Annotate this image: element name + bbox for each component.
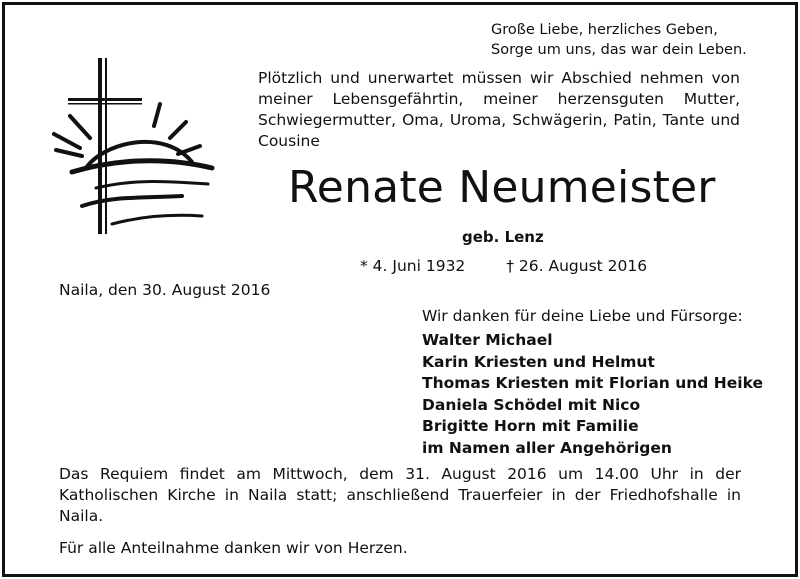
deceased-name: Renate Neumeister (288, 162, 716, 213)
cross-sunset-icon (52, 56, 217, 236)
mourner-item: im Namen aller Angehörigen (422, 438, 672, 457)
motto-line: Sorge um uns, das war dein Leben. (491, 42, 747, 58)
place-and-date: Naila, den 30. August 2016 (59, 281, 271, 299)
motto-verse (491, 20, 791, 60)
requiem-info: Das Requiem findet am Mittwoch, dem 31. August 2016 um 14.00 Uhr in der Katholischen Kirche in Naila statt; anschließend Trauerfeier in der Friedhofshalle in Naila. (59, 465, 741, 525)
life-dates (360, 256, 647, 277)
motto-line: Große Liebe, herzliches Geben, (491, 22, 718, 38)
mourner-item: Walter Michael (422, 331, 553, 349)
intro-paragraph: Plötzlich und unerwartet müssen wir Abschied nehmen von meiner Lebensgefährtin, meiner herzensguten Mutter, Schwiegermutter, Oma, Uroma, Schwägerin, Patin, Tante und Cousine (258, 69, 740, 150)
mourner-item: Daniela Schödel mit Nico (422, 395, 641, 414)
mourner-item: Thomas Kriesten mit Florian und Heike (422, 374, 763, 392)
maiden-name: geb. Lenz (462, 228, 544, 246)
birth-date: * 4. Juni 1932 (360, 257, 466, 275)
death-date: † 26. August 2016 (506, 257, 648, 275)
mourner-item: Karin Kriesten und Helmut (422, 352, 655, 371)
thanks-line: Wir danken für deine Liebe und Fürsorge: (422, 307, 743, 325)
closing-line: Für alle Anteilnahme danken wir von Herzen. (59, 539, 408, 557)
mourner-item: Brigitte Horn mit Familie (422, 417, 639, 435)
mourners-list (422, 330, 763, 459)
